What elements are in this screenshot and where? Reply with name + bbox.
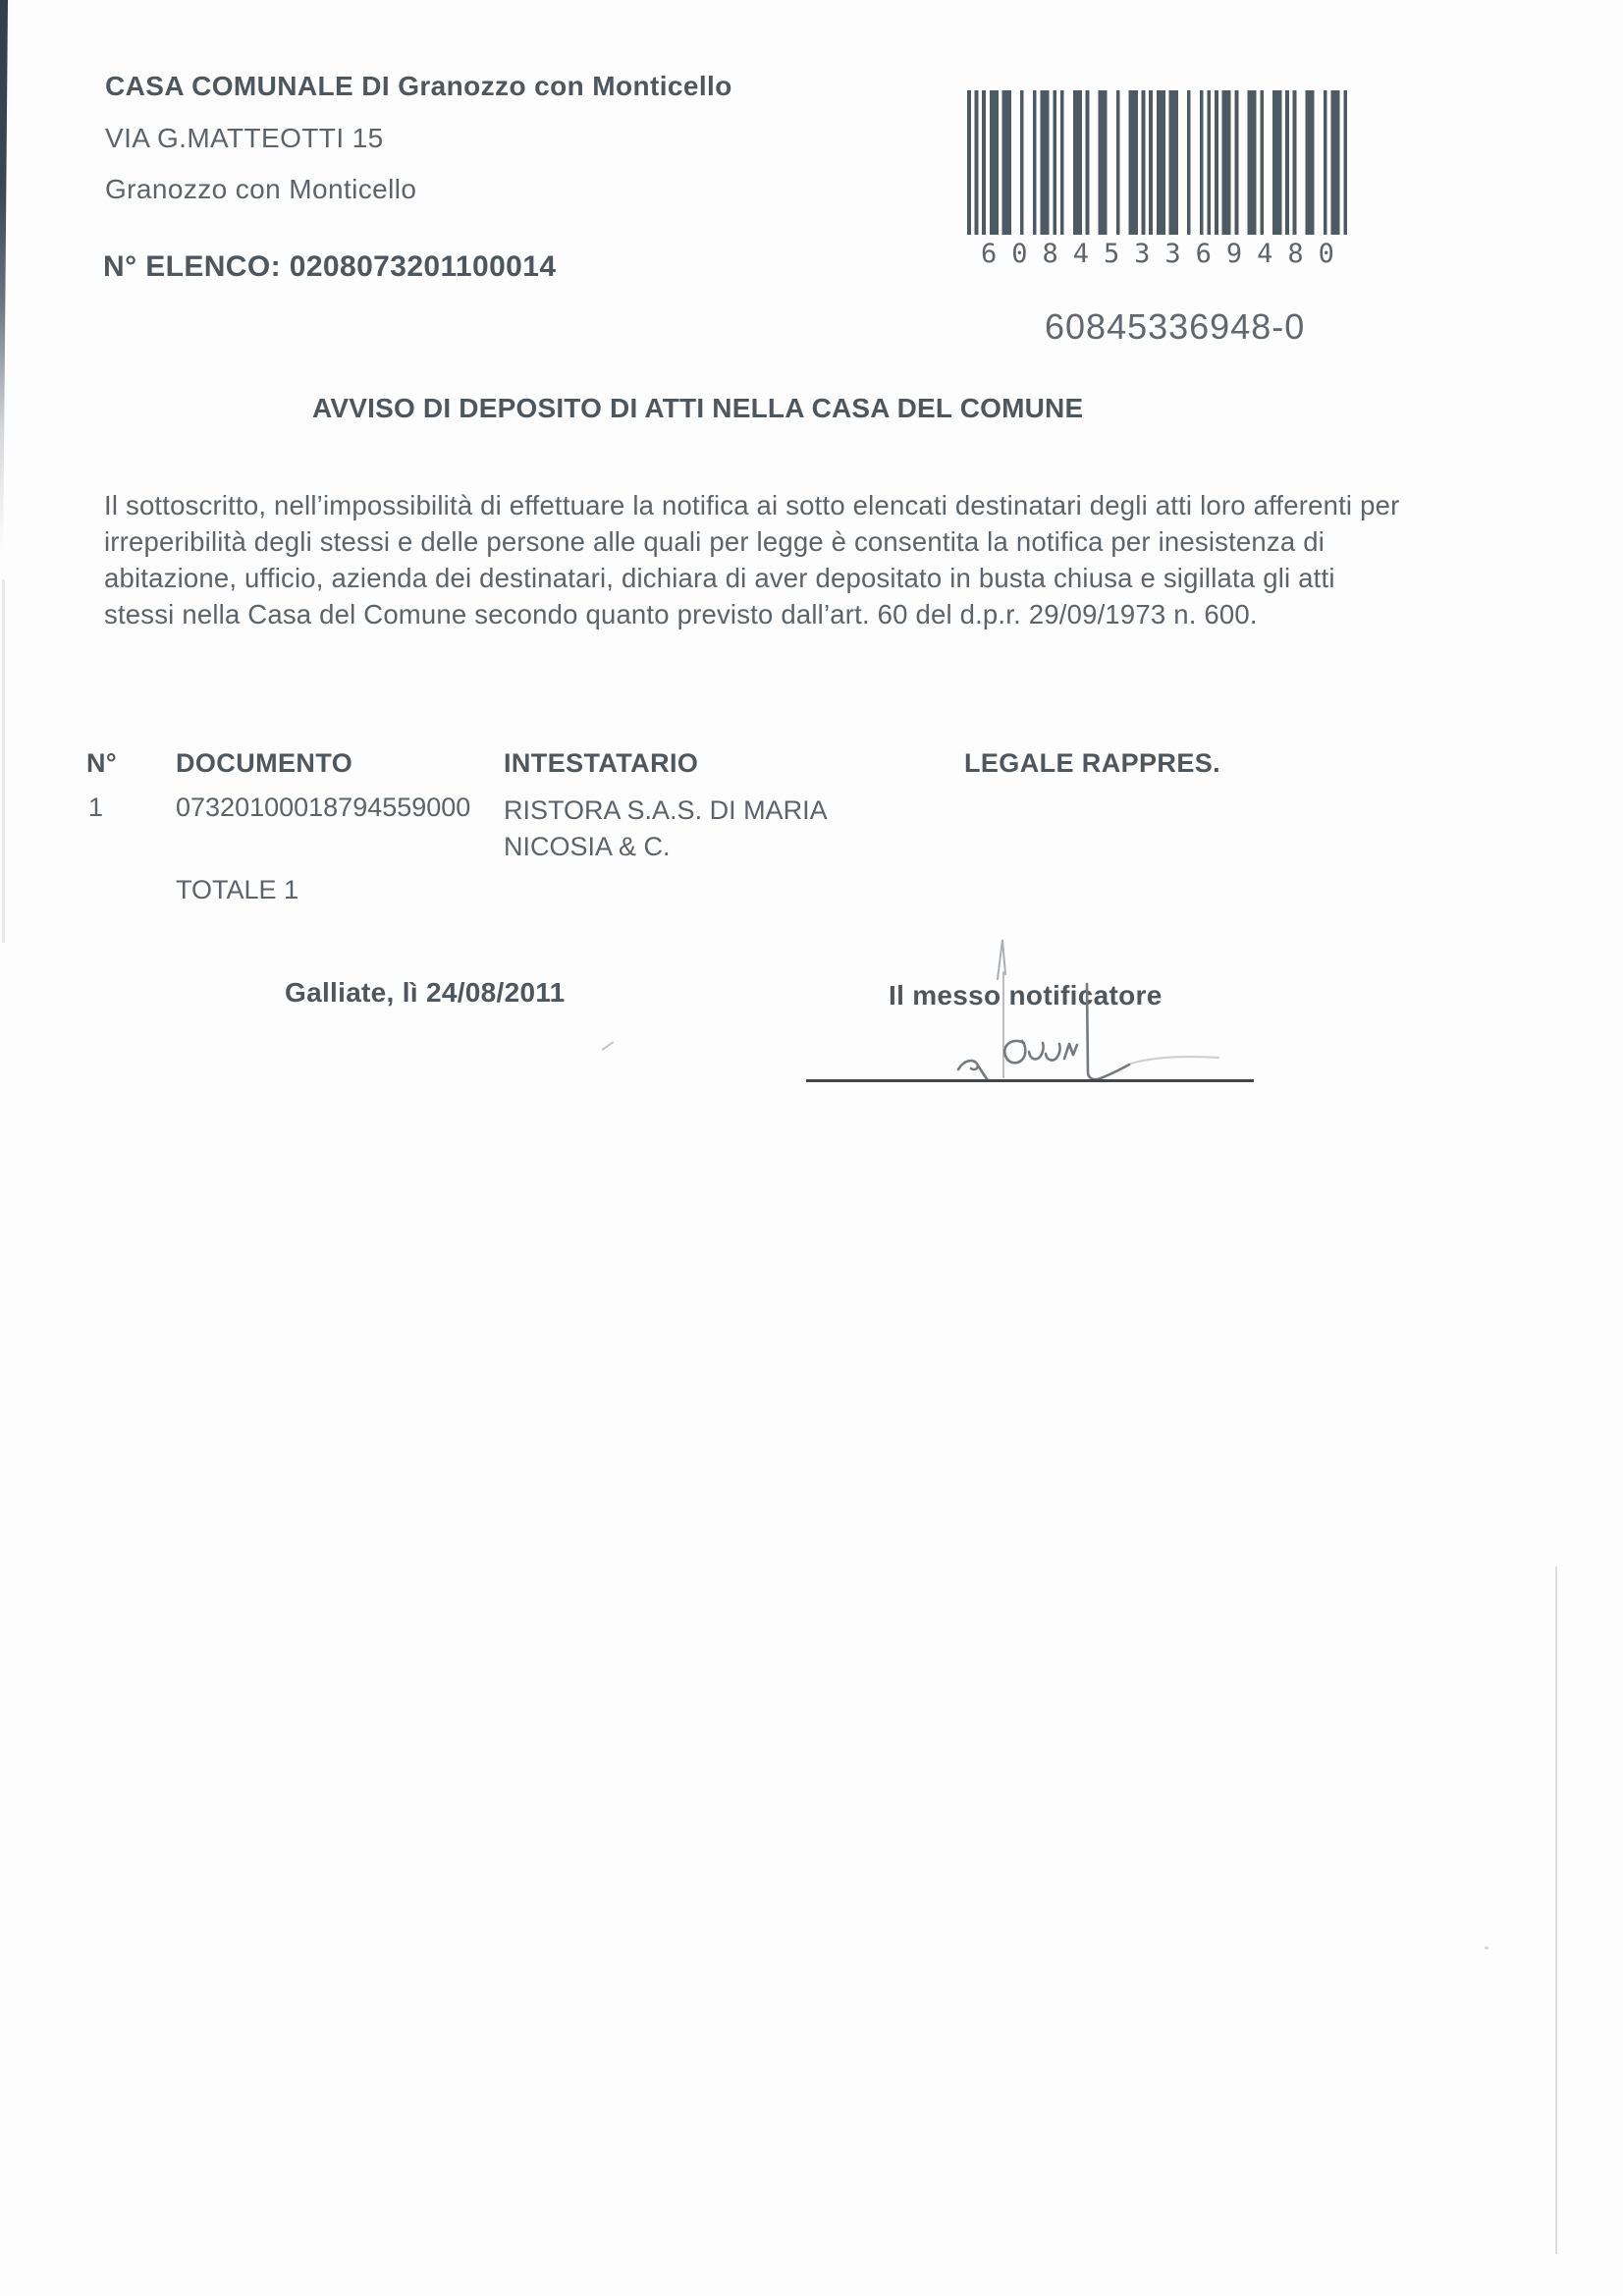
table-total: TOTALE 1	[176, 875, 299, 904]
barcode-digit: 6	[1195, 239, 1212, 269]
table-header-legale-rappres: LEGALE RAPPRES.	[964, 748, 1221, 778]
barcode-digit: 9	[1225, 239, 1243, 269]
pen-tick-artifact	[602, 1041, 615, 1051]
office-name: CASA COMUNALE DI Granozzo con Monticello	[105, 71, 732, 101]
table-header-documento: DOCUMENTO	[176, 748, 353, 778]
barcode-digit: 5	[1103, 239, 1120, 269]
office-address-line1: VIA G.MATTEOTTI 15	[105, 123, 384, 153]
table-row-documento: 07320100018794559000	[176, 793, 471, 822]
scan-speck	[1485, 1946, 1488, 1949]
table-row-intestatario: RISTORA S.A.S. DI MARIA NICOSIA & C.	[504, 795, 827, 861]
barcode-digit: 4	[1072, 239, 1089, 269]
elenco-number: N° ELENCO: 0208073201100014	[103, 250, 557, 283]
barcode-digit: 6	[981, 239, 998, 269]
scan-edge-artifact-left	[0, 0, 8, 550]
barcode-svg	[967, 90, 1348, 235]
document-title: AVVISO DI DEPOSITO DI ATTI NELLA CASA DEL COMUNE	[312, 393, 1084, 423]
table-header-intestatario: INTESTATARIO	[504, 748, 699, 778]
barcode-digit: 3	[1134, 239, 1151, 269]
barcode-human-readable: 60845336948-0	[1045, 306, 1306, 347]
barcode-digits	[967, 241, 1348, 267]
barcode-digit: 8	[1287, 239, 1304, 269]
body-paragraph: Il sottoscritto, nell’impossibilità di effettuare la notifica ai sotto elencati destinatari degli atti loro afferenti per irreperibilità degli stessi e delle persone alle quali per legge è consentita la notifica per inesistenza di abitazione, ufficio, azienda dei destinatari, dichiara di aver depositato in busta chiusa e sigillata gli atti stessi nella Casa del Comune secondo quanto previsto dall’art. 60 del d.p.r. 29/09/1973 n. 600.	[104, 490, 1400, 629]
table-header-n: N°	[86, 748, 118, 778]
barcode-digit: 3	[1164, 239, 1181, 269]
place-and-date: Galliate, lì 24/08/2011	[285, 977, 566, 1008]
signature-line	[806, 1079, 1254, 1082]
office-address-line2: Granozzo con Monticello	[105, 174, 417, 204]
barcode-digit: 0	[1011, 239, 1028, 269]
scan-smudge-left	[2, 579, 5, 943]
scan-edge-artifact-right	[1555, 1566, 1557, 2254]
barcode-digit: 4	[1257, 239, 1273, 269]
signatory-role: Il messo notificatore	[889, 980, 1163, 1011]
barcode	[967, 90, 1348, 267]
barcode-digit: 0	[1318, 239, 1334, 269]
barcode-digit: 8	[1042, 239, 1058, 269]
table-row-number: 1	[88, 793, 104, 822]
